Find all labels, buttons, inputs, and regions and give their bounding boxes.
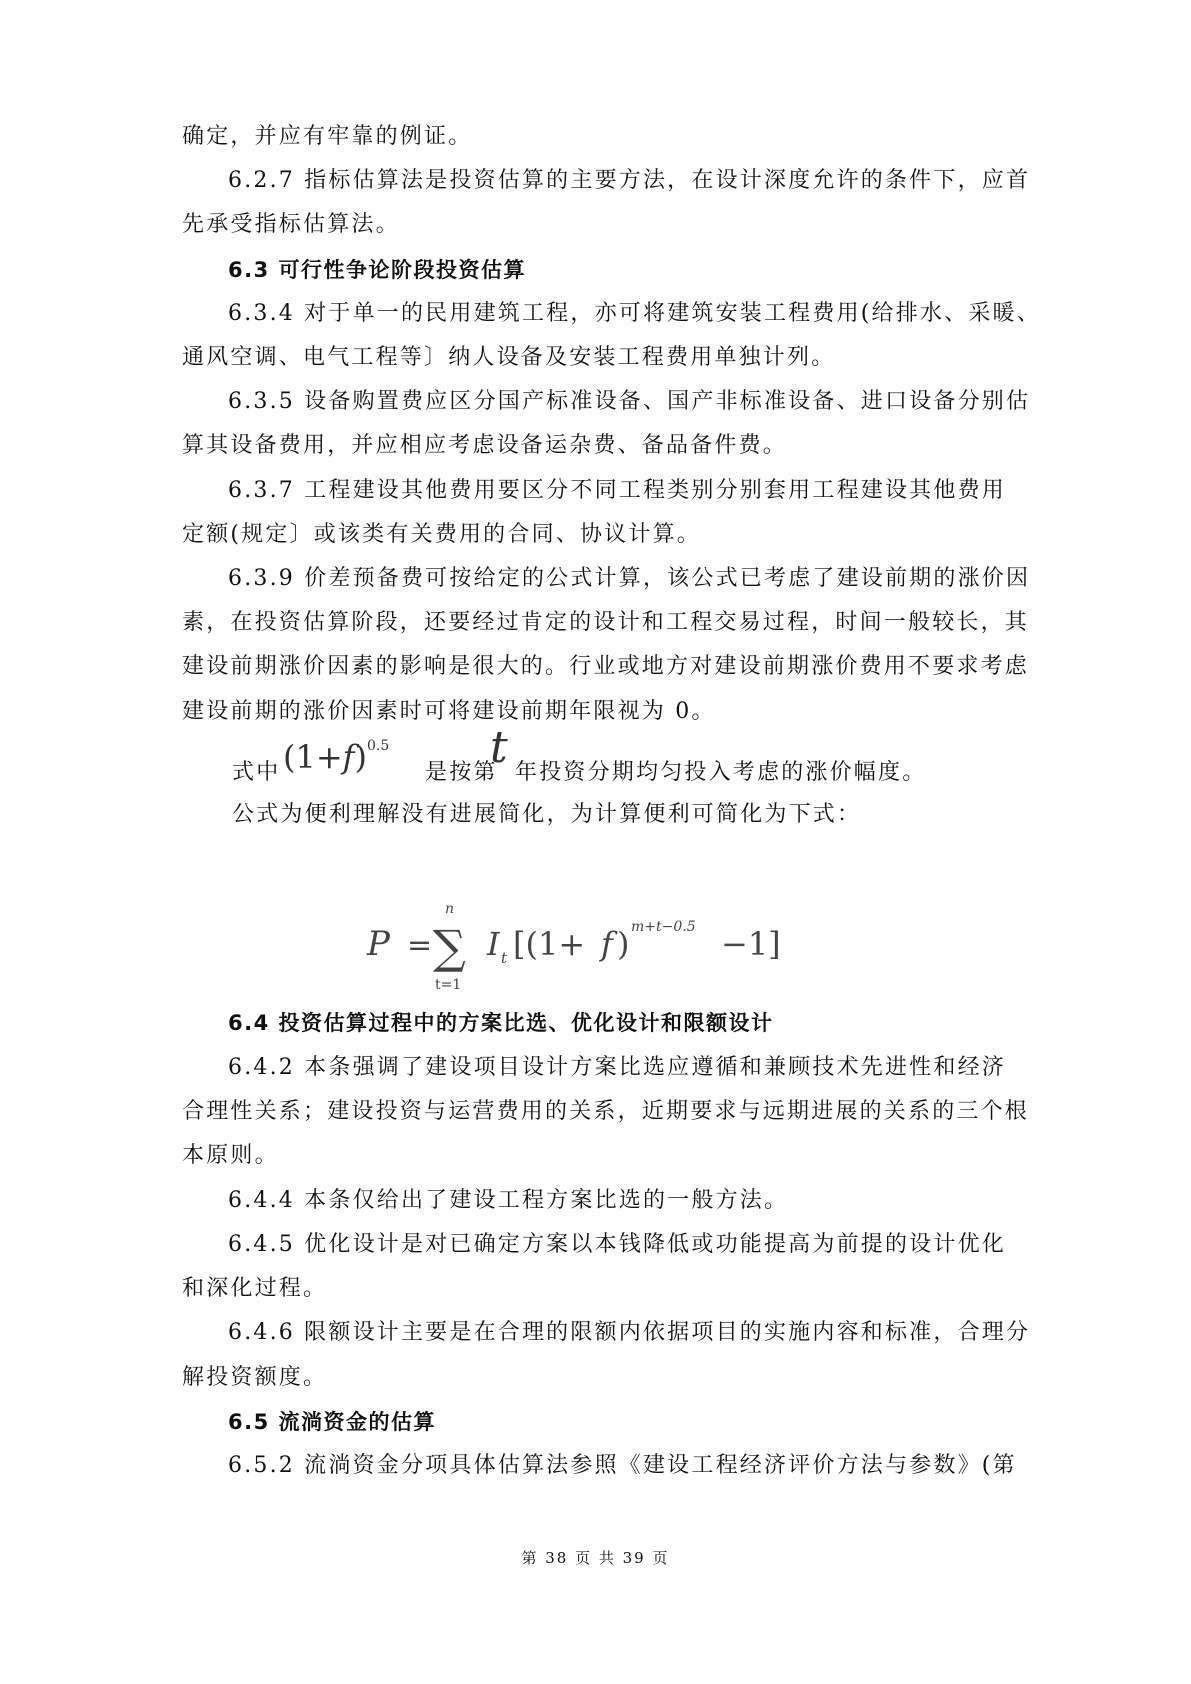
page-footer: 第 38 页 共 39 页 (521, 1549, 670, 1567)
clause-6-4-2: 6.4.2 本条强调了建设项目设计方案比选应遵循和兼顾技术先进性和经济 (228, 1055, 1006, 1080)
clause-6-3-7: 6.3.7 工程建设其他费用要区分不同工程类别分别套用工程建设其他费用 (228, 478, 1006, 503)
formula-I-subscript: t (501, 949, 508, 967)
inline-formula-var: f (342, 738, 355, 776)
formula-tail: −1] (721, 925, 781, 963)
inline-formula-base: (1+ (283, 738, 343, 776)
clause-6-3-5: 6.3.5 设备购置费应区分国产标准设备、国产非标准设备、进口设备分别估 (228, 389, 1031, 414)
body-line: 确定，并应有牢靠的例证。 (182, 124, 473, 149)
formula-I: I (487, 925, 500, 963)
formula-sum-lower: t=1 (435, 977, 462, 993)
clause-6-2-7: 6.2.7 指标估算法是投资估算的主要方法，在设计深度允许的条件下，应首 (228, 168, 1031, 193)
body-line: 算其设备费用，并应相应考虑设备运杂费、备品备件费。 (182, 433, 788, 458)
clause-6-4-6: 6.4.6 限额设计主要是在合理的限额内依据项目的实施内容和标准，合理分 (228, 1320, 1031, 1345)
inline-formula-close: ) (354, 738, 367, 776)
formula-explanation-suffix: 年投资分期均匀投入考虑的涨价幅度。 (515, 760, 927, 785)
body-line: 公式为便利理解没有进展简化，为计算便利可简化为下式： (232, 802, 862, 827)
formula-explanation-mid: 是按第 (425, 760, 498, 785)
body-line: 解投资额度。 (182, 1365, 328, 1390)
inline-formula-exponent: 0.5 (366, 738, 390, 754)
section-heading-6-3: 6.3 可行性争论阶段投资估算 (228, 258, 527, 282)
body-line: 建设前期的涨价因素时可将建设前期年限视为 0。 (182, 699, 716, 724)
clause-6-3-4: 6.3.4 对于单一的民用建筑工程，亦可将建筑安装工程费用(给排水、采暖、 (228, 301, 1041, 326)
body-line: 通风空调、电气工程等〕纳人设备及安装工程费用单独计列。 (182, 345, 836, 370)
body-line: 先承受指标估算法。 (182, 212, 400, 237)
formula-explanation-prefix: 式中 (232, 760, 281, 785)
body-line: 素，在投资估算阶段，还要经过肯定的设计和工程交易过程，时间一般较长，其 (182, 610, 1030, 635)
formula-sum-upper: n (445, 901, 455, 917)
body-line: 本原则。 (182, 1143, 279, 1168)
formula-equals: = (407, 928, 433, 963)
formula-bracket-open: [(1+ (513, 925, 586, 963)
body-line: 建设前期涨价因素的影响是很大的。行业或地方对建设前期涨价费用不要求考虑 (182, 654, 1030, 679)
body-line: 定额(规定〕或该类有关费用的合同、协议计算。 (182, 522, 701, 547)
formula-sigma: ∑ (433, 920, 466, 974)
formula-exponent: m+t−0.5 (631, 919, 696, 935)
clause-6-4-4: 6.4.4 本条仅给出了建设工程方案比选的一般方法。 (228, 1188, 789, 1213)
clause-6-3-9: 6.3.9 价差预备费可按给定的公式计算，该公式已考虑了建设前期的涨价因 (228, 566, 1031, 591)
clause-6-4-5: 6.4.5 优化设计是对已确定方案以本钱降低或功能提高为前提的设计优化 (228, 1232, 1006, 1257)
price-difference-formula (355, 893, 835, 993)
section-heading-6-5: 6.5 流淌资金的估算 (228, 1410, 437, 1434)
body-line: 和深化过程。 (182, 1276, 328, 1301)
body-line: 合理性关系；建设投资与运营费用的关系，近期要求与远期进展的关系的三个根 (182, 1099, 1030, 1124)
formula-paren-close: ) (617, 925, 630, 963)
section-heading-6-4: 6.4 投资估算过程中的方案比选、优化设计和限额设计 (228, 1011, 774, 1035)
inline-variable-t: t (490, 722, 508, 773)
formula-lhs: P (367, 924, 390, 964)
formula-f: f (601, 925, 613, 963)
inline-formula (283, 738, 389, 776)
clause-6-5-2: 6.5.2 流淌资金分项具体估算法参照《建设工程经济评价方法与参数》(第 (228, 1453, 1017, 1478)
